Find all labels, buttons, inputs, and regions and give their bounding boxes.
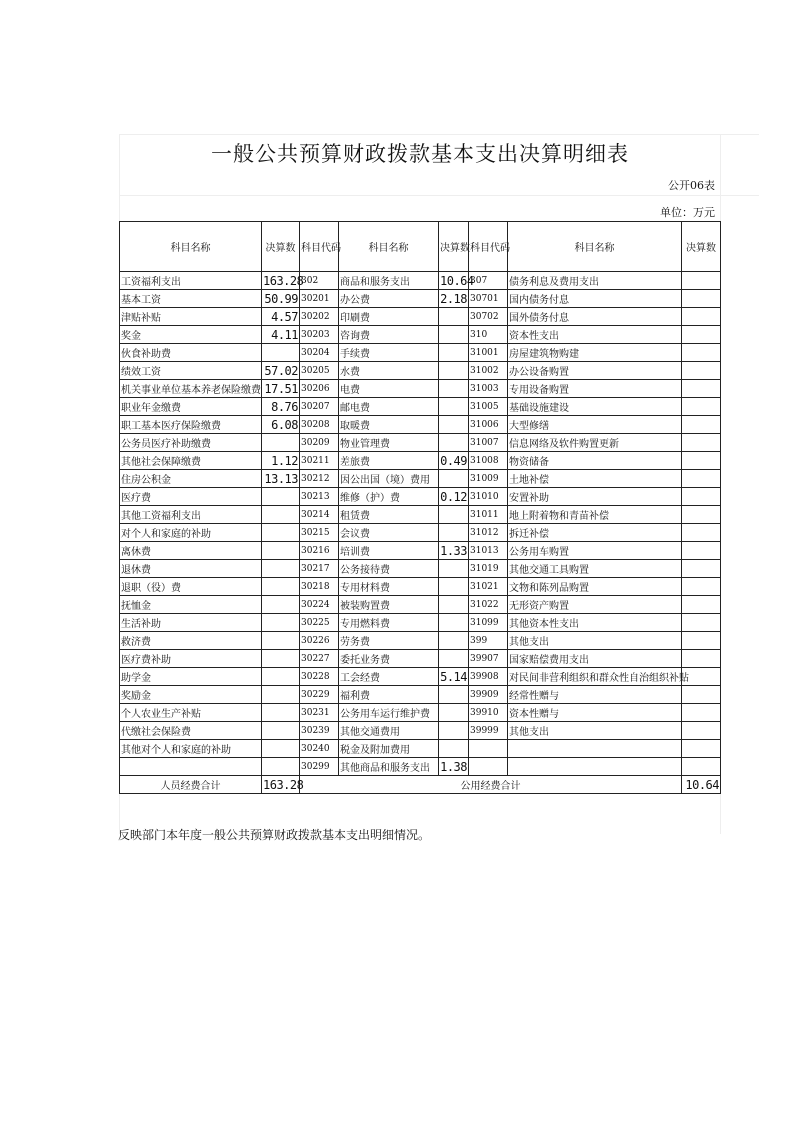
amount-cell: 0.49 bbox=[440, 453, 467, 468]
amount-cell bbox=[262, 560, 300, 578]
amount-cell bbox=[682, 596, 721, 614]
amount-cell bbox=[682, 542, 721, 560]
name-cell: 奖金 bbox=[120, 326, 262, 344]
name-cell: 维修（护）费 bbox=[339, 488, 439, 506]
amount-cell bbox=[682, 578, 721, 596]
amount-cell bbox=[262, 578, 300, 596]
code-cell: 31022 bbox=[469, 596, 508, 614]
table-row bbox=[120, 740, 721, 758]
code-cell: 31006 bbox=[469, 416, 508, 434]
code-cell: 30214 bbox=[300, 506, 339, 524]
amount-cell bbox=[439, 740, 469, 758]
amount-cell: 4.11 bbox=[262, 326, 300, 344]
code-cell: 30215 bbox=[300, 524, 339, 542]
table-row bbox=[120, 704, 721, 722]
name-cell: 其他支出 bbox=[508, 722, 682, 740]
name-cell: 水费 bbox=[339, 362, 439, 380]
name-cell: 其他对个人和家庭的补助 bbox=[120, 740, 262, 758]
code-cell: 39907 bbox=[469, 650, 508, 668]
code-cell: 30239 bbox=[300, 722, 339, 740]
amount-cell bbox=[262, 740, 300, 758]
code-cell: 307 bbox=[469, 272, 508, 290]
table-row bbox=[120, 632, 721, 650]
amount-cell: 163.28 bbox=[263, 273, 304, 288]
name-cell: 商品和服务支出 bbox=[339, 272, 439, 290]
code-cell bbox=[469, 758, 508, 776]
table-row bbox=[120, 596, 721, 614]
amount-cell bbox=[439, 380, 469, 398]
name-cell bbox=[508, 740, 682, 758]
amount-cell bbox=[682, 272, 721, 290]
table-note: 反映部门本年度一般公共预算财政拨款基本支出明细情况。 bbox=[118, 828, 431, 842]
table-row bbox=[120, 668, 721, 686]
table-row bbox=[120, 290, 721, 308]
amount-cell bbox=[682, 488, 721, 506]
code-cell: 30231 bbox=[300, 704, 339, 722]
header-cell: 决算数 bbox=[262, 222, 300, 272]
amount-cell bbox=[262, 632, 300, 650]
name-cell bbox=[508, 758, 682, 776]
name-cell bbox=[120, 758, 262, 776]
name-cell: 工资福利支出 bbox=[120, 272, 262, 290]
amount-cell bbox=[439, 344, 469, 362]
code-cell: 310 bbox=[469, 326, 508, 344]
name-cell: 生活补助 bbox=[120, 614, 262, 632]
expenditure-table bbox=[119, 221, 721, 794]
name-cell: 对民间非营利组织和群众性自治组织补贴 bbox=[508, 668, 682, 686]
personnel-total-value: 163.28 bbox=[263, 777, 304, 792]
table-row bbox=[120, 470, 721, 488]
amount-cell bbox=[682, 380, 721, 398]
name-cell: 医疗费 bbox=[120, 488, 262, 506]
table-row bbox=[120, 650, 721, 668]
name-cell: 离休费 bbox=[120, 542, 262, 560]
amount-cell bbox=[262, 650, 300, 668]
code-cell: 31013 bbox=[469, 542, 508, 560]
name-cell: 其他支出 bbox=[508, 632, 682, 650]
name-cell: 咨询费 bbox=[339, 326, 439, 344]
code-cell: 30224 bbox=[300, 596, 339, 614]
code-cell: 31001 bbox=[469, 344, 508, 362]
code-cell: 30209 bbox=[300, 434, 339, 452]
code-cell: 30226 bbox=[300, 632, 339, 650]
amount-cell bbox=[682, 650, 721, 668]
header-cell: 科目名称 bbox=[508, 222, 682, 272]
name-cell: 绩效工资 bbox=[120, 362, 262, 380]
table-row bbox=[120, 362, 721, 380]
amount-cell bbox=[682, 524, 721, 542]
amount-cell bbox=[262, 614, 300, 632]
name-cell: 文物和陈列品购置 bbox=[508, 578, 682, 596]
table-row bbox=[120, 488, 721, 506]
amount-cell bbox=[262, 488, 300, 506]
amount-cell: 2.18 bbox=[440, 291, 467, 306]
code-cell: 30217 bbox=[300, 560, 339, 578]
name-cell: 印刷费 bbox=[339, 308, 439, 326]
code-cell: 30229 bbox=[300, 686, 339, 704]
name-cell: 安置补助 bbox=[508, 488, 682, 506]
name-cell: 差旅费 bbox=[339, 452, 439, 470]
name-cell: 救济费 bbox=[120, 632, 262, 650]
code-cell: 31007 bbox=[469, 434, 508, 452]
code-cell: 30206 bbox=[300, 380, 339, 398]
name-cell: 基础设施建设 bbox=[508, 398, 682, 416]
name-cell: 资本性支出 bbox=[508, 326, 682, 344]
amount-cell bbox=[262, 524, 300, 542]
table-row bbox=[120, 578, 721, 596]
code-cell: 30201 bbox=[300, 290, 339, 308]
code-cell: 31008 bbox=[469, 452, 508, 470]
amount-cell bbox=[682, 290, 721, 308]
name-cell: 津贴补贴 bbox=[120, 308, 262, 326]
name-cell: 其他工资福利支出 bbox=[120, 506, 262, 524]
amount-cell: 17.51 bbox=[262, 380, 300, 398]
amount-cell bbox=[439, 722, 469, 740]
name-cell: 其他资本性支出 bbox=[508, 614, 682, 632]
amount-cell bbox=[682, 686, 721, 704]
amount-cell: 8.76 bbox=[262, 398, 300, 416]
amount-cell: 1.33 bbox=[440, 543, 467, 558]
name-cell: 办公费 bbox=[339, 290, 439, 308]
name-cell: 房屋建筑物购建 bbox=[508, 344, 682, 362]
amount-cell bbox=[682, 740, 721, 758]
amount-cell bbox=[682, 560, 721, 578]
amount-cell bbox=[439, 704, 469, 722]
name-cell: 机关事业单位基本养老保险缴费 bbox=[120, 380, 262, 398]
name-cell: 会议费 bbox=[339, 524, 439, 542]
amount-cell bbox=[682, 506, 721, 524]
amount-cell bbox=[682, 416, 721, 434]
name-cell: 其他交通工具购置 bbox=[508, 560, 682, 578]
amount-cell bbox=[682, 434, 721, 452]
amount-cell bbox=[439, 470, 469, 488]
code-cell: 31010 bbox=[469, 488, 508, 506]
name-cell: 取暖费 bbox=[339, 416, 439, 434]
table-row bbox=[120, 398, 721, 416]
table-row bbox=[120, 524, 721, 542]
code-cell: 31012 bbox=[469, 524, 508, 542]
amount-cell: 50.99 bbox=[262, 290, 300, 308]
amount-cell bbox=[439, 596, 469, 614]
amount-cell bbox=[682, 452, 721, 470]
table-row bbox=[120, 272, 721, 290]
code-cell: 30299 bbox=[300, 758, 339, 776]
name-cell: 拆迁补偿 bbox=[508, 524, 682, 542]
name-cell: 退职（役）费 bbox=[120, 578, 262, 596]
amount-cell bbox=[439, 308, 469, 326]
amount-cell: 13.13 bbox=[262, 470, 300, 488]
amount-cell bbox=[682, 722, 721, 740]
name-cell: 物业管理费 bbox=[339, 434, 439, 452]
header-cell: 科目名称 bbox=[339, 222, 439, 272]
code-cell: 30701 bbox=[469, 290, 508, 308]
name-cell: 基本工资 bbox=[120, 290, 262, 308]
table-row bbox=[120, 434, 721, 452]
table-row bbox=[120, 722, 721, 740]
name-cell: 被装购置费 bbox=[339, 596, 439, 614]
table-row bbox=[120, 452, 721, 470]
code-cell: 30240 bbox=[300, 740, 339, 758]
code-cell: 30216 bbox=[300, 542, 339, 560]
name-cell: 其他交通费用 bbox=[339, 722, 439, 740]
amount-cell: 6.08 bbox=[262, 416, 300, 434]
amount-cell: 4.57 bbox=[262, 308, 300, 326]
amount-cell bbox=[682, 632, 721, 650]
name-cell: 电费 bbox=[339, 380, 439, 398]
code-cell: 39999 bbox=[469, 722, 508, 740]
header-cell: 决算数 bbox=[439, 222, 469, 272]
amount-cell bbox=[439, 632, 469, 650]
name-cell: 助学金 bbox=[120, 668, 262, 686]
amount-cell bbox=[262, 434, 300, 452]
code-cell: 39909 bbox=[469, 686, 508, 704]
name-cell: 公务接待费 bbox=[339, 560, 439, 578]
code-cell: 39908 bbox=[469, 668, 508, 686]
amount-cell bbox=[262, 542, 300, 560]
form-number: 公开06表 bbox=[668, 179, 715, 192]
amount-cell bbox=[682, 344, 721, 362]
amount-cell: 1.12 bbox=[262, 452, 300, 470]
code-cell: 31009 bbox=[469, 470, 508, 488]
amount-cell bbox=[262, 596, 300, 614]
amount-cell bbox=[262, 686, 300, 704]
table-row bbox=[120, 686, 721, 704]
table-row bbox=[120, 506, 721, 524]
code-cell: 30218 bbox=[300, 578, 339, 596]
name-cell: 经常性赠与 bbox=[508, 686, 682, 704]
table-row bbox=[120, 758, 721, 776]
code-cell: 31005 bbox=[469, 398, 508, 416]
name-cell: 资本性赠与 bbox=[508, 704, 682, 722]
table-row bbox=[120, 416, 721, 434]
table-row bbox=[120, 560, 721, 578]
name-cell: 专用材料费 bbox=[339, 578, 439, 596]
code-cell: 30202 bbox=[300, 308, 339, 326]
name-cell: 委托业务费 bbox=[339, 650, 439, 668]
code-cell: 30207 bbox=[300, 398, 339, 416]
code-cell: 30204 bbox=[300, 344, 339, 362]
name-cell: 职业年金缴费 bbox=[120, 398, 262, 416]
amount-cell bbox=[262, 668, 300, 686]
name-cell: 信息网络及软件购置更新 bbox=[508, 434, 682, 452]
code-cell: 30225 bbox=[300, 614, 339, 632]
table-header-row bbox=[120, 222, 721, 272]
public-total-value: 10.64 bbox=[682, 776, 721, 794]
header-cell: 科目代码 bbox=[469, 222, 508, 272]
name-cell: 培训费 bbox=[339, 542, 439, 560]
name-cell: 其他商品和服务支出 bbox=[339, 758, 439, 776]
table-row bbox=[120, 542, 721, 560]
code-cell: 31011 bbox=[469, 506, 508, 524]
amount-cell: 5.14 bbox=[440, 669, 467, 684]
amount-cell bbox=[439, 434, 469, 452]
name-cell: 专用设备购置 bbox=[508, 380, 682, 398]
name-cell: 个人农业生产补贴 bbox=[120, 704, 262, 722]
name-cell: 公务员医疗补助缴费 bbox=[120, 434, 262, 452]
unit-label: 单位：万元 bbox=[660, 206, 715, 219]
code-cell: 30212 bbox=[300, 470, 339, 488]
name-cell: 地上附着物和青苗补偿 bbox=[508, 506, 682, 524]
grid-line bbox=[119, 195, 759, 196]
amount-cell bbox=[439, 398, 469, 416]
code-cell: 302 bbox=[300, 272, 339, 290]
amount-cell bbox=[682, 326, 721, 344]
amount-cell: 0.12 bbox=[440, 489, 467, 504]
name-cell: 专用燃料费 bbox=[339, 614, 439, 632]
amount-cell bbox=[262, 704, 300, 722]
header-cell: 决算数 bbox=[682, 222, 721, 272]
totals-row bbox=[120, 776, 721, 794]
amount-cell bbox=[439, 560, 469, 578]
name-cell: 无形资产购置 bbox=[508, 596, 682, 614]
code-cell: 30203 bbox=[300, 326, 339, 344]
code-cell: 39910 bbox=[469, 704, 508, 722]
name-cell: 工会经费 bbox=[339, 668, 439, 686]
code-cell: 31019 bbox=[469, 560, 508, 578]
name-cell: 福利费 bbox=[339, 686, 439, 704]
name-cell: 债务利息及费用支出 bbox=[508, 272, 682, 290]
amount-cell: 1.38 bbox=[440, 759, 467, 774]
code-cell: 30211 bbox=[300, 452, 339, 470]
name-cell: 公务用车购置 bbox=[508, 542, 682, 560]
code-cell: 30227 bbox=[300, 650, 339, 668]
amount-cell bbox=[439, 416, 469, 434]
header-cell: 科目代码 bbox=[300, 222, 339, 272]
table-row bbox=[120, 326, 721, 344]
amount-cell bbox=[439, 506, 469, 524]
grid-line bbox=[119, 134, 759, 135]
name-cell: 住房公积金 bbox=[120, 470, 262, 488]
code-cell: 31099 bbox=[469, 614, 508, 632]
amount-cell bbox=[262, 758, 300, 776]
name-cell: 邮电费 bbox=[339, 398, 439, 416]
name-cell: 国内债务付息 bbox=[508, 290, 682, 308]
code-cell: 30213 bbox=[300, 488, 339, 506]
amount-cell bbox=[682, 470, 721, 488]
name-cell: 其他社会保障缴费 bbox=[120, 452, 262, 470]
amount-cell bbox=[262, 344, 300, 362]
name-cell: 物资储备 bbox=[508, 452, 682, 470]
name-cell: 手续费 bbox=[339, 344, 439, 362]
header-cell: 科目名称 bbox=[120, 222, 262, 272]
code-cell: 31002 bbox=[469, 362, 508, 380]
code-cell: 31021 bbox=[469, 578, 508, 596]
name-cell: 代缴社会保险费 bbox=[120, 722, 262, 740]
name-cell: 劳务费 bbox=[339, 632, 439, 650]
code-cell: 30228 bbox=[300, 668, 339, 686]
page-title: 一般公共预算财政拨款基本支出决算明细表 bbox=[211, 142, 629, 166]
name-cell: 租赁费 bbox=[339, 506, 439, 524]
code-cell: 30208 bbox=[300, 416, 339, 434]
amount-cell bbox=[682, 704, 721, 722]
code-cell: 30205 bbox=[300, 362, 339, 380]
code-cell: 30702 bbox=[469, 308, 508, 326]
name-cell: 公务用车运行维护费 bbox=[339, 704, 439, 722]
name-cell: 对个人和家庭的补助 bbox=[120, 524, 262, 542]
name-cell: 因公出国（境）费用 bbox=[339, 470, 439, 488]
amount-cell bbox=[682, 362, 721, 380]
name-cell: 办公设备购置 bbox=[508, 362, 682, 380]
amount-cell bbox=[439, 686, 469, 704]
code-cell: 31003 bbox=[469, 380, 508, 398]
name-cell: 国家赔偿费用支出 bbox=[508, 650, 682, 668]
amount-cell bbox=[682, 398, 721, 416]
name-cell: 大型修缮 bbox=[508, 416, 682, 434]
name-cell: 土地补偿 bbox=[508, 470, 682, 488]
amount-cell: 10.64 bbox=[440, 273, 474, 288]
amount-cell bbox=[682, 308, 721, 326]
name-cell: 抚恤金 bbox=[120, 596, 262, 614]
amount-cell bbox=[439, 362, 469, 380]
amount-cell bbox=[439, 614, 469, 632]
amount-cell bbox=[262, 722, 300, 740]
amount-cell bbox=[682, 758, 721, 776]
name-cell: 伙食补助费 bbox=[120, 344, 262, 362]
table-row bbox=[120, 344, 721, 362]
name-cell: 职工基本医疗保险缴费 bbox=[120, 416, 262, 434]
name-cell: 医疗费补助 bbox=[120, 650, 262, 668]
name-cell: 奖励金 bbox=[120, 686, 262, 704]
amount-cell bbox=[439, 650, 469, 668]
amount-cell bbox=[262, 506, 300, 524]
table-row bbox=[120, 380, 721, 398]
amount-cell bbox=[439, 326, 469, 344]
code-cell: 399 bbox=[469, 632, 508, 650]
amount-cell bbox=[439, 578, 469, 596]
table-row bbox=[120, 308, 721, 326]
name-cell: 税金及附加费用 bbox=[339, 740, 439, 758]
amount-cell bbox=[439, 524, 469, 542]
name-cell: 退休费 bbox=[120, 560, 262, 578]
code-cell bbox=[469, 740, 508, 758]
name-cell: 国外债务付息 bbox=[508, 308, 682, 326]
public-total-label: 公用经费合计 bbox=[300, 776, 682, 794]
amount-cell bbox=[682, 614, 721, 632]
personnel-total-label: 人员经费合计 bbox=[120, 776, 262, 794]
table-row bbox=[120, 614, 721, 632]
amount-cell: 57.02 bbox=[262, 362, 300, 380]
